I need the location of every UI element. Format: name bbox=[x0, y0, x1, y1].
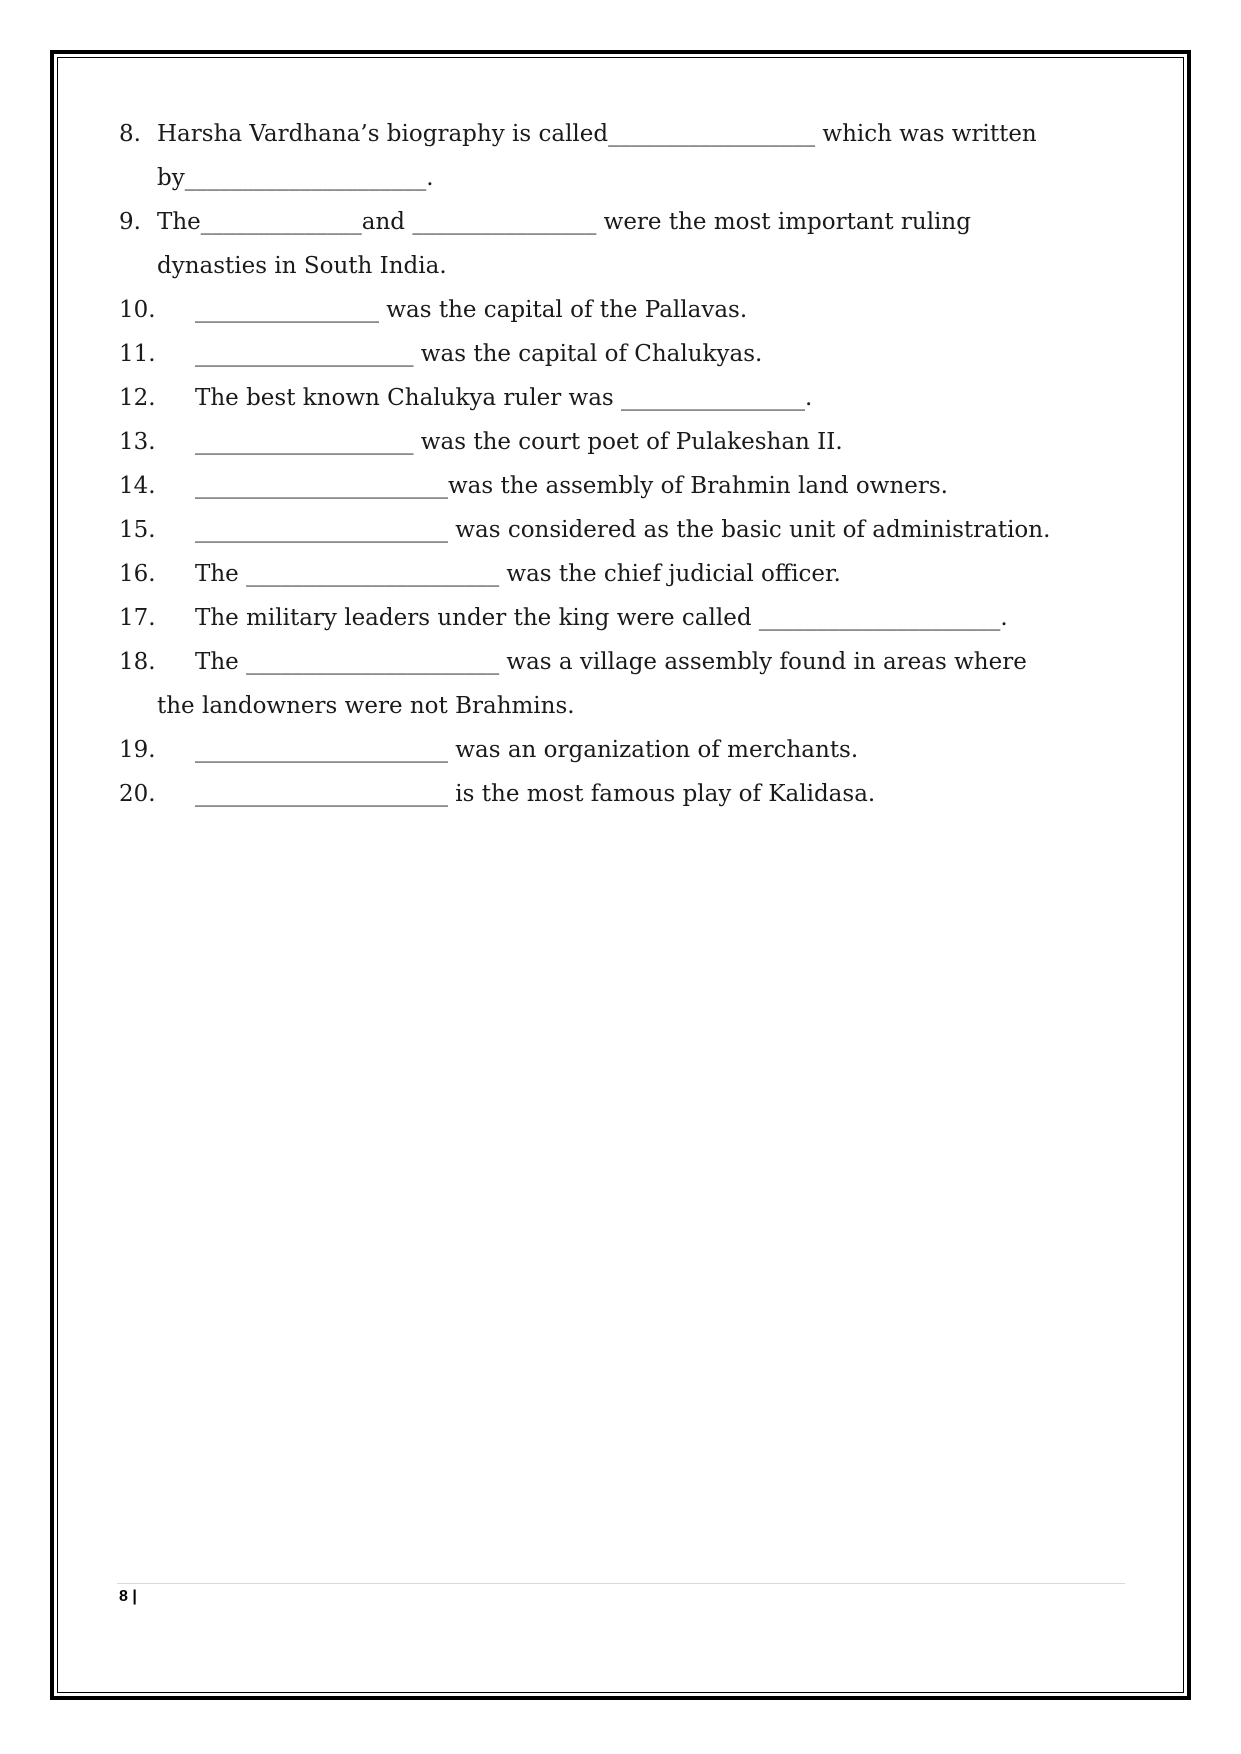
question-9 bbox=[119, 200, 1129, 288]
question-number: 9. bbox=[119, 209, 141, 235]
question-number: 17. bbox=[119, 605, 156, 631]
question-number: 12. bbox=[119, 385, 156, 411]
question-number: 19. bbox=[119, 737, 156, 763]
question-19 bbox=[119, 728, 1129, 772]
question-18 bbox=[119, 640, 1129, 728]
question-text: The ______________________ was the chief judicial officer. bbox=[195, 561, 841, 587]
question-14 bbox=[119, 464, 1129, 508]
question-number: 10. bbox=[119, 297, 156, 323]
question-13 bbox=[119, 420, 1129, 464]
question-16 bbox=[119, 552, 1129, 596]
question-text: ______________________was the assembly of Brahmin land owners. bbox=[195, 473, 948, 499]
question-11 bbox=[119, 332, 1129, 376]
question-text: ________________ was the capital of the Pallavas. bbox=[195, 297, 748, 323]
question-continuation: by_____________________. bbox=[157, 165, 434, 191]
question-continuation: dynasties in South India. bbox=[157, 253, 447, 279]
question-text: ______________________ was an organization of merchants. bbox=[195, 737, 859, 763]
question-text: The______________and ________________ were the most important ruling bbox=[157, 209, 971, 235]
question-number: 15. bbox=[119, 517, 156, 543]
question-text: ______________________ is the most famous play of Kalidasa. bbox=[195, 781, 876, 807]
question-text: ______________________ was considered as the basic unit of administration. bbox=[195, 517, 1051, 543]
question-list bbox=[119, 112, 1129, 816]
question-number: 16. bbox=[119, 561, 156, 587]
footer-divider bbox=[117, 1583, 1125, 1584]
question-continuation: the landowners were not Brahmins. bbox=[157, 693, 575, 719]
question-number: 18. bbox=[119, 649, 156, 675]
question-text: The ______________________ was a village assembly found in areas where bbox=[195, 649, 1027, 675]
question-number: 8. bbox=[119, 121, 141, 147]
question-text: The best known Chalukya ruler was ________________. bbox=[195, 385, 813, 411]
question-number: 14. bbox=[119, 473, 156, 499]
question-text: ___________________ was the court poet of Pulakeshan II. bbox=[195, 429, 843, 455]
question-15 bbox=[119, 508, 1129, 552]
question-text: The military leaders under the king were called _____________________. bbox=[195, 605, 1008, 631]
question-10 bbox=[119, 288, 1129, 332]
question-20 bbox=[119, 772, 1129, 816]
page-number: 8 | bbox=[119, 1588, 137, 1605]
question-number: 11. bbox=[119, 341, 156, 367]
question-12 bbox=[119, 376, 1129, 420]
question-number: 13. bbox=[119, 429, 156, 455]
question-number: 20. bbox=[119, 781, 156, 807]
question-text: Harsha Vardhana’s biography is called__________________ which was written bbox=[157, 121, 1037, 147]
question-text: ___________________ was the capital of Chalukyas. bbox=[195, 341, 763, 367]
question-8 bbox=[119, 112, 1129, 200]
question-17 bbox=[119, 596, 1129, 640]
